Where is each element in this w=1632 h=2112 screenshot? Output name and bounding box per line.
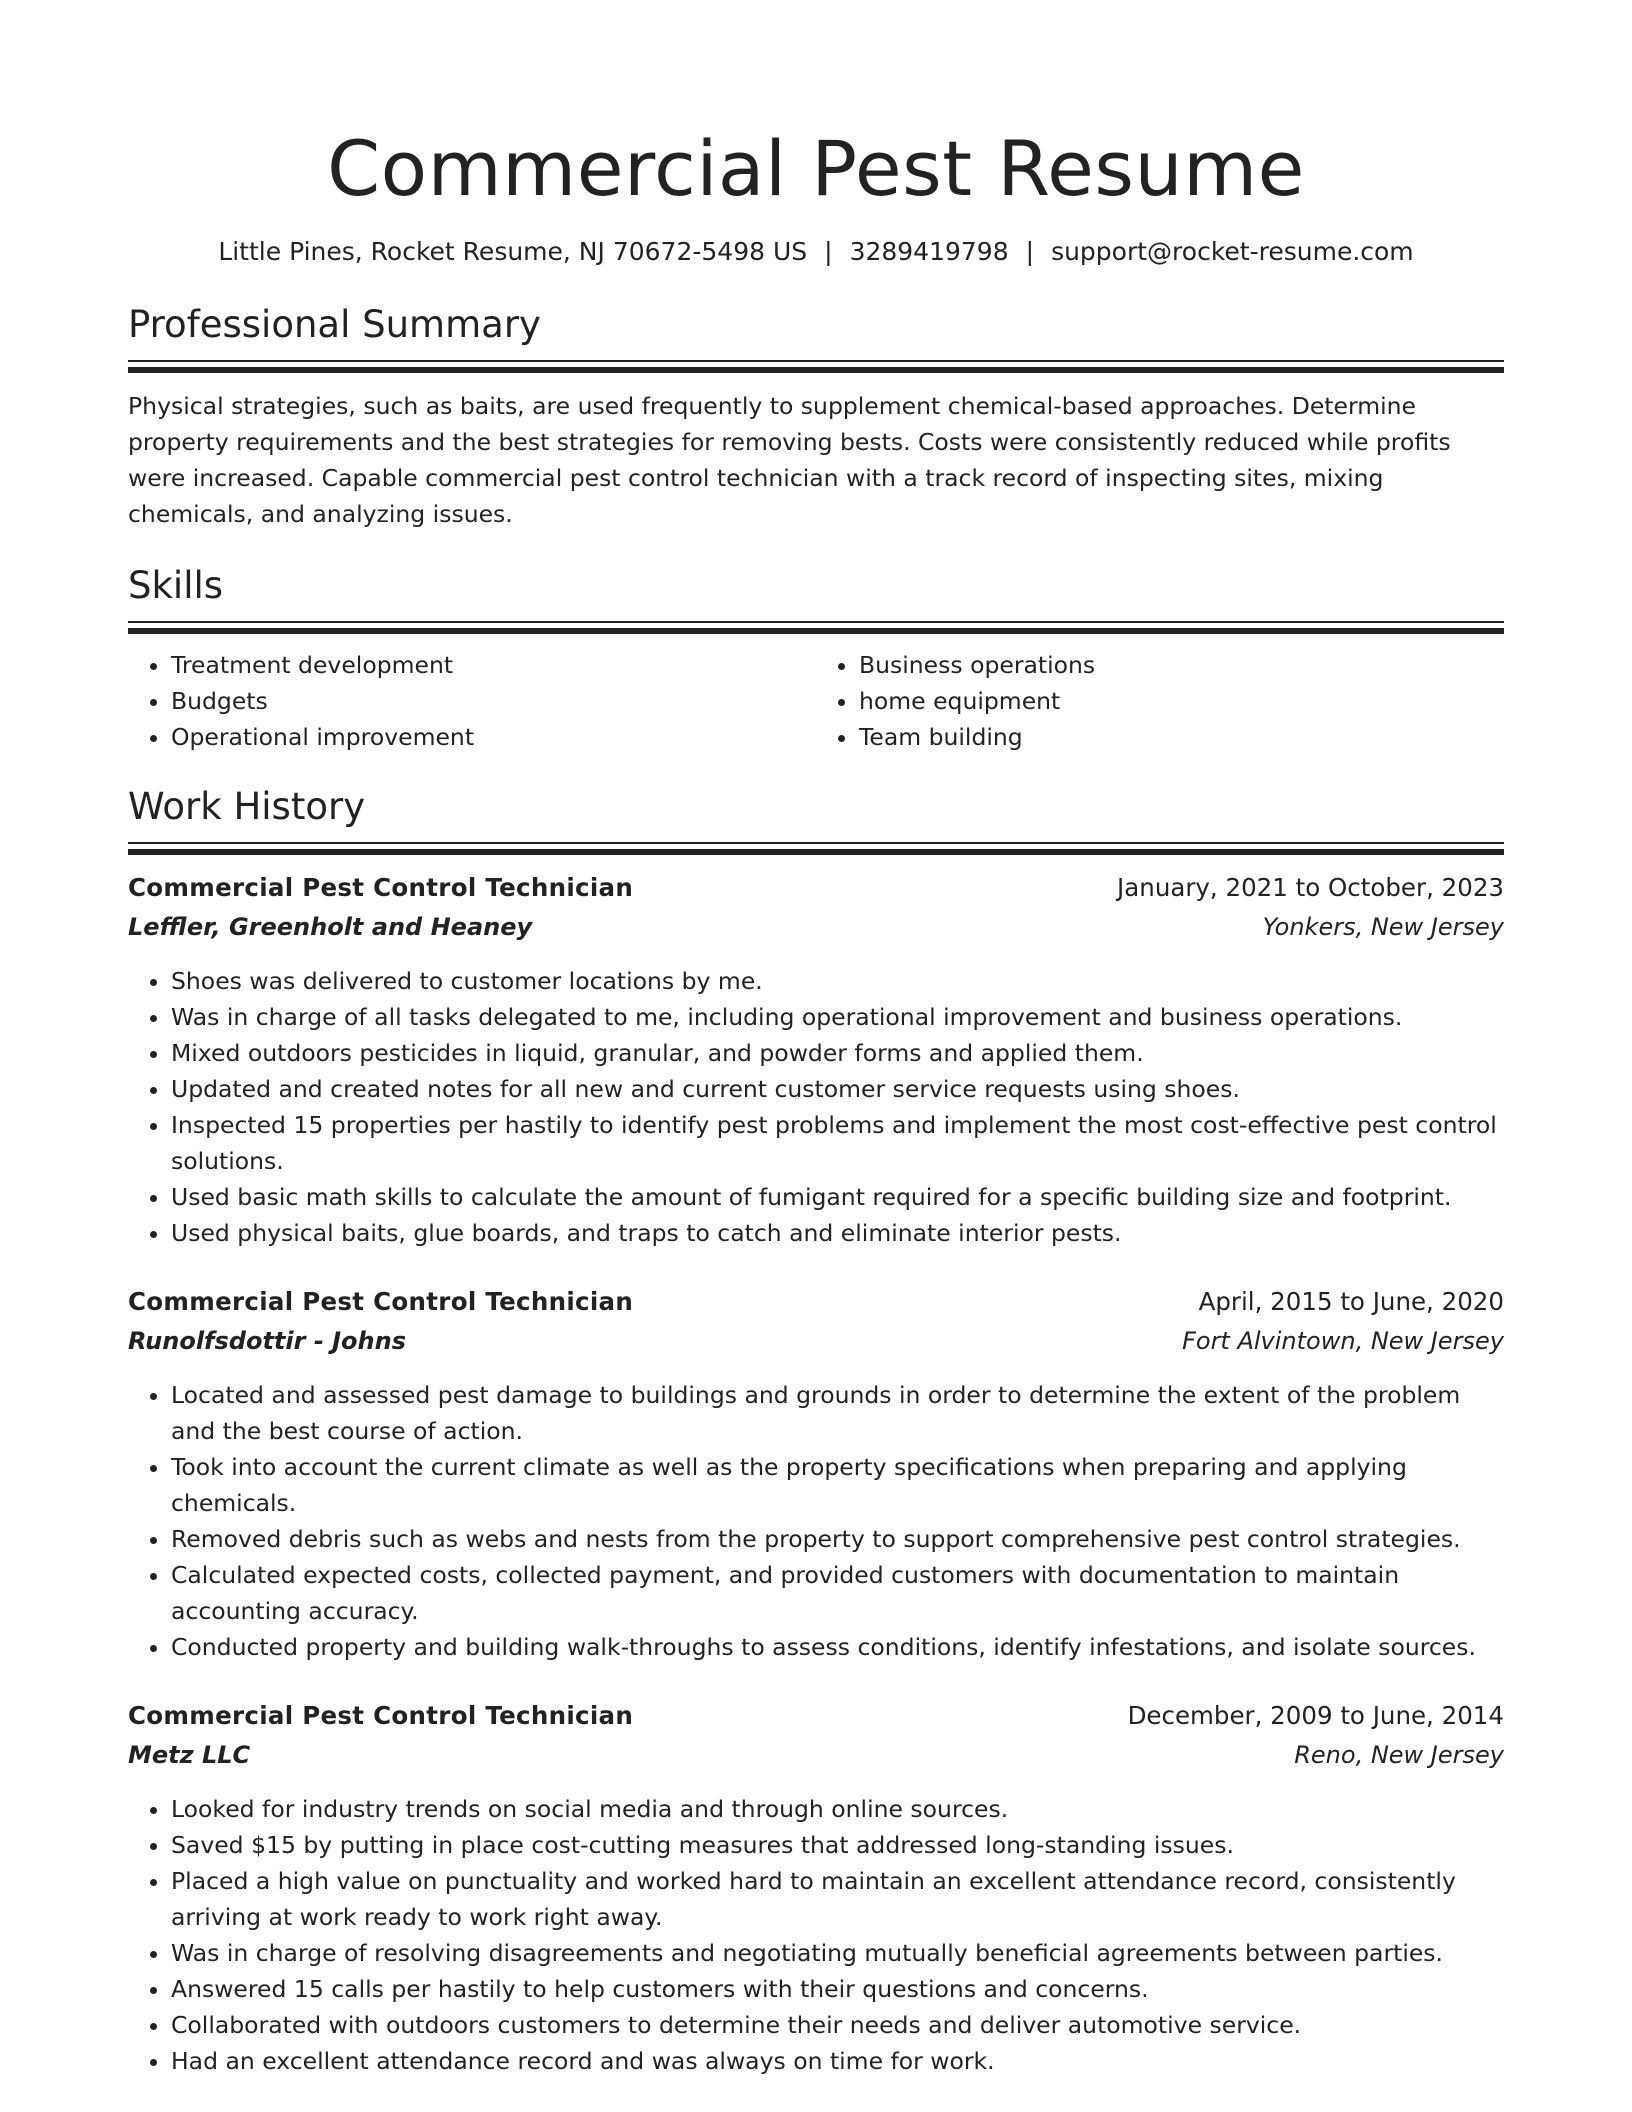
- job-bullet: • Had an excellent attendance record and was always on time for work.: [171, 2043, 1504, 2079]
- summary-section: [128, 302, 1504, 532]
- job-bullets: [128, 1377, 1504, 1665]
- job-bullet: • Updated and created notes for all new and current customer service requests using shoes.: [171, 1071, 1504, 1107]
- resume-title: Commercial Pest Resume: [327, 124, 1305, 213]
- job-bullet: • Saved $15 by putting in place cost-cutting measures that addressed long-standing issues.: [171, 1827, 1504, 1863]
- job-title: Commercial Pest Control Technician: [128, 1287, 634, 1316]
- job-subheader: [128, 907, 1504, 947]
- job-bullet: • Located and assessed pest damage to buildings and grounds in order to determine the extent of the problem and the best course of action.: [171, 1377, 1504, 1449]
- job-location: Reno, New Jersey: [1294, 1741, 1504, 1769]
- job-bullet: • Was in charge of resolving disagreements and negotiating mutually beneficial agreements between parties.: [171, 1935, 1504, 1971]
- contact-phone: 3289419798: [849, 237, 1009, 266]
- contact-separator: |: [824, 237, 833, 266]
- section-heading-work-history: Work History: [128, 785, 366, 828]
- section-divider: [128, 360, 1504, 373]
- job-bullet: • Used physical baits, glue boards, and traps to catch and eliminate interior pests.: [171, 1215, 1504, 1251]
- job-bullet: • Answered 15 calls per hastily to help customers with their questions and concerns.: [171, 1971, 1504, 2007]
- section-divider: [128, 621, 1504, 634]
- job-dates: January, 2021 to October, 2023: [1117, 873, 1504, 902]
- skills-list-left: [128, 647, 816, 755]
- contact-address: Little Pines, Rocket Resume, NJ 70672-5498 US: [218, 237, 808, 266]
- skill-item: • Treatment development: [171, 647, 816, 683]
- section-heading-skills: Skills: [128, 564, 224, 607]
- skill-item: • Team building: [859, 719, 1504, 755]
- job-bullets: [128, 1791, 1504, 2079]
- job-entry: [128, 869, 1504, 1251]
- resume-page: [128, 0, 1504, 2079]
- job-company: Metz LLC: [128, 1741, 251, 1769]
- job-bullet: • Looked for industry trends on social media and through online sources.: [171, 1791, 1504, 1827]
- job-title: Commercial Pest Control Technician: [128, 873, 634, 902]
- skill-item: • Business operations: [859, 647, 1504, 683]
- job-entry: [128, 1283, 1504, 1665]
- contact-email: support@rocket-resume.com: [1051, 237, 1414, 266]
- job-bullet: • Was in charge of all tasks delegated to me, including operational improvement and business operations.: [171, 999, 1504, 1035]
- job-location: Fort Alvintown, New Jersey: [1182, 1327, 1504, 1355]
- contact-separator: |: [1025, 237, 1035, 266]
- job-bullet: • Mixed outdoors pesticides in liquid, granular, and powder forms and applied them.: [171, 1035, 1504, 1071]
- job-dates: April, 2015 to June, 2020: [1198, 1287, 1504, 1316]
- job-title: Commercial Pest Control Technician: [128, 1701, 634, 1730]
- job-bullet: • Shoes was delivered to customer locations by me.: [171, 963, 1504, 999]
- job-bullet: • Collaborated with outdoors customers to determine their needs and deliver automotive service.: [171, 2007, 1504, 2043]
- job-header: [128, 1697, 1504, 1735]
- job-bullet: • Conducted property and building walk-throughs to assess conditions, identify infestations, and isolate sources.: [171, 1629, 1504, 1665]
- job-header: [128, 869, 1504, 907]
- job-company: Runolfsdottir - Johns: [128, 1327, 407, 1355]
- job-header: [128, 1283, 1504, 1321]
- skills-section: [128, 563, 1504, 755]
- job-entry: [128, 1697, 1504, 2079]
- skill-item: • Operational improvement: [171, 719, 816, 755]
- job-bullet: • Took into account the current climate as well as the property specifications when preparing and applying chemicals.: [171, 1449, 1504, 1521]
- job-company: Leffler, Greenholt and Heaney: [128, 913, 533, 941]
- skills-columns: [128, 647, 1504, 755]
- work-history-section: [128, 784, 1504, 2079]
- summary-text: Physical strategies, such as baits, are used frequently to supplement chemical-based approaches. Determine property requirements and the best strategies for removing bests. Costs were consistently reduced while profits were increased. Capable commercial pest control technician with a track record of inspecting sites, mixing chemicals, and analyzing issues.: [128, 392, 1451, 528]
- skill-item: • home equipment: [859, 683, 1504, 719]
- job-bullet: • Used basic math skills to calculate the amount of fumigant required for a specific building size and footprint.: [171, 1179, 1504, 1215]
- skill-item: • Budgets: [171, 683, 816, 719]
- section-divider: [128, 842, 1504, 855]
- job-bullet: • Calculated expected costs, collected payment, and provided customers with documentation to maintain accounting accuracy.: [171, 1557, 1504, 1629]
- job-subheader: [128, 1321, 1504, 1361]
- skills-list-right: [816, 647, 1504, 755]
- contact-line: [128, 236, 1504, 268]
- job-bullet: • Placed a high value on punctuality and worked hard to maintain an excellent attendance record, consistently arriving at work ready to work right away.: [171, 1863, 1504, 1935]
- job-bullet: • Inspected 15 properties per hastily to identify pest problems and implement the most cost-effective pest control solutions.: [171, 1107, 1504, 1179]
- job-bullets: [128, 963, 1504, 1251]
- job-bullet: • Removed debris such as webs and nests from the property to support comprehensive pest control strategies.: [171, 1521, 1504, 1557]
- job-subheader: [128, 1735, 1504, 1775]
- job-location: Yonkers, New Jersey: [1262, 913, 1504, 941]
- job-dates: December, 2009 to June, 2014: [1127, 1701, 1504, 1730]
- section-heading-summary: Professional Summary: [128, 303, 541, 346]
